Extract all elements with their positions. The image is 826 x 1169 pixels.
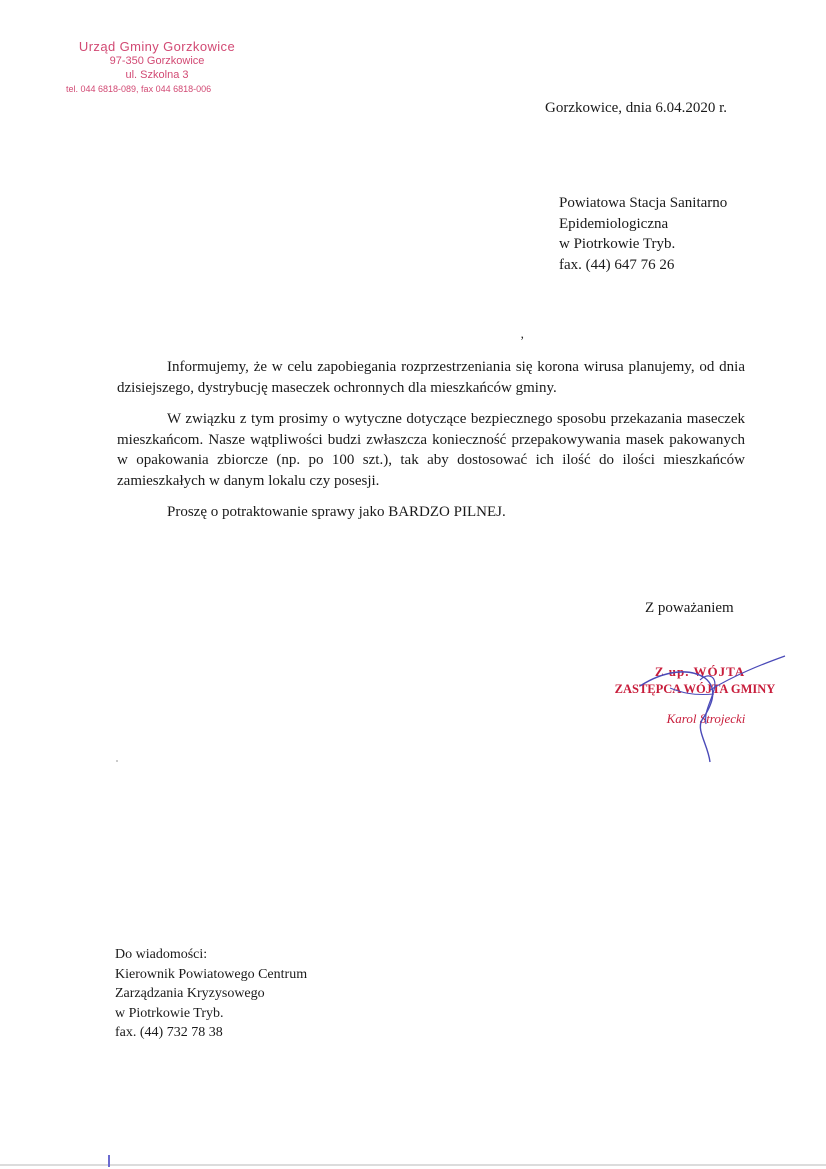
recipient-line: Epidemiologiczna [559,215,669,232]
recipient-fax: fax. (44) 647 76 26 [559,256,675,273]
cc-heading: Do wiadomości: [115,947,208,962]
recipient-line: Powiatowa Stacja Sanitarno [559,195,728,211]
letter-body [117,357,745,534]
body-paragraph: W związku z tym prosimy o wytyczne dotyczące bezpiecznego sposobu przekazania maseczek mieszkańcom. Nasze wątpliwości budzi zwłaszcza konieczność przepakowywania masek pakowanych w opakowania zbiorcze (np. po 100 szt.), tak aby dostosować ich ilość do ilości mieszkańców zamieszkałych w danym lokalu czy posesji. [117,411,745,489]
stray-mark: ʼ [520,333,525,348]
body-paragraph: Proszę o potraktowanie sprawy jako BARDZO PILNEJ. [167,504,506,520]
stamp-postal-code: 97-350 Gorzkowice [109,55,205,67]
closing-salutation: Z poważaniem [645,600,734,616]
body-paragraph: Informujemy, że w celu zapobiegania rozprzestrzeniania się korona wirusa planujemy, od dnia dzisiejszego, dystrybucję maseczek ochronnych dla mieszkańców gminy. [117,359,745,396]
stamp-street: ul. Szkolna 3 [125,69,189,81]
office-header-stamp [62,40,252,96]
date-line: Gorzkowice, dnia 6.04.2020 r. [545,100,728,116]
stamp-phone-fax: tel. 044 6818-089, fax 044 6818-006 [66,84,212,94]
cc-line: Zarządzania Kryzysowego [115,986,265,1001]
recipient-line: w Piotrkowie Tryb. [559,236,676,252]
scan-bottom-edge [0,1164,826,1166]
stamp-title: ZASTĘPCA WÓJTA GMINY [614,682,776,696]
stamp-authorization: Z up. WÓJTA [654,664,746,679]
cc-line: w Piotrkowie Tryb. [115,1005,224,1021]
handwritten-signature [610,650,790,770]
cc-line: Kierownik Powiatowego Centrum [115,966,308,982]
stamp-signatory-name: Karol Strojecki [666,711,746,726]
stamp-office-name: Urząd Gminy Gorzkowice [78,39,236,54]
scan-edge-mark [108,1155,110,1167]
scan-speck [116,760,118,762]
cc-list [115,945,307,1043]
recipient-address [559,193,727,275]
cc-fax: fax. (44) 732 78 38 [115,1025,223,1040]
